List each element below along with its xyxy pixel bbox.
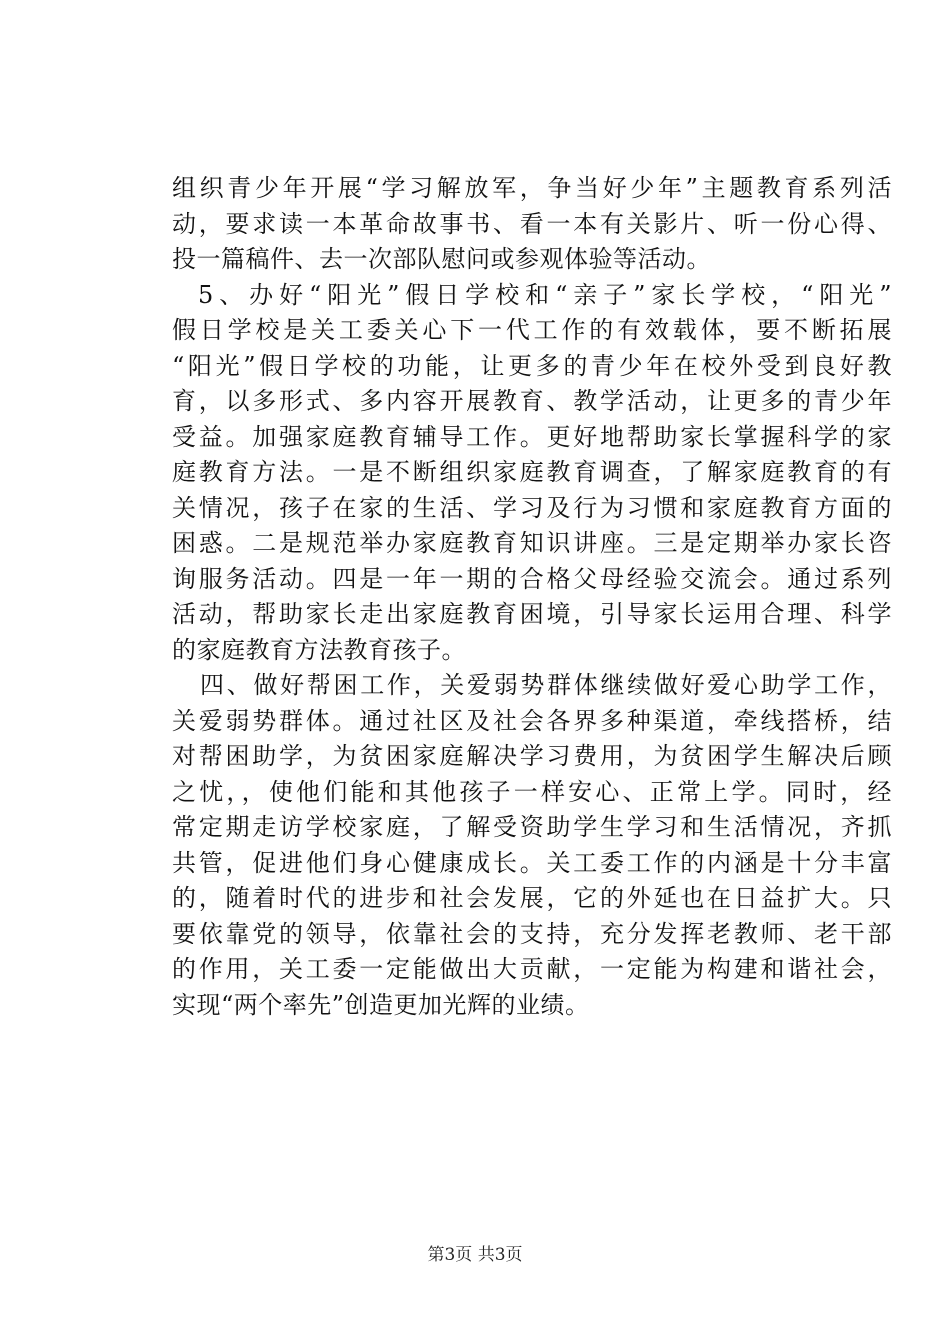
paragraph-item-5 xyxy=(172,278,892,669)
paragraph-section-4 xyxy=(172,668,892,1023)
text-line: 的家庭教育方法教育孩子。 xyxy=(172,635,466,664)
text-line: 关爱弱势群体。通过社区及社会各界多种渠道，牵线搭桥，结 xyxy=(172,706,892,735)
text-line: 实现“两个率先”创造更加光辉的业绩。 xyxy=(172,990,590,1019)
page-footer xyxy=(0,1243,950,1267)
text-line: 投一篇稿件、去一次部队慰问或参观体验等活动。 xyxy=(172,245,711,273)
text-line: 常定期走访学校家庭，了解受资助学生学习和生活情况，齐抓 xyxy=(172,813,892,841)
text-line: 询服务活动。四是一年一期的合格父母经验交流会。通过系列 xyxy=(172,564,892,593)
text-line: 要依靠党的领导，依靠社会的支持，充分发挥老教师、老干部 xyxy=(172,919,892,948)
page-number-label: 第3页 共3页 xyxy=(427,1245,523,1265)
text-line: 之忧，，使他们能和其他孩子一样安心、正常上学。同时，经 xyxy=(172,777,892,806)
text-line: 活动，帮助家长走出家庭教育困境，引导家长运用合理、科学 xyxy=(172,600,892,628)
text-line: 5、办好“阳光”假日学校和“亲子”家长学校，“阳光” xyxy=(198,280,892,309)
text-line: 关情况，孩子在家的生活、学习及行为习惯和家庭教育方面的 xyxy=(172,493,892,522)
text-line: 假日学校是关工委关心下一代工作的有效载体，要不断拓展 xyxy=(172,316,892,344)
paragraph-continuation xyxy=(172,171,892,278)
text-line: 四、做好帮困工作，关爱弱势群体继续做好爱心助学工作， xyxy=(200,671,892,699)
body-text xyxy=(172,171,892,1023)
text-line: 动，要求读一本革命故事书、看一本有关影片、听一份心得、 xyxy=(172,209,892,238)
text-line: 对帮困助学，为贫困家庭解决学习费用，为贫困学生解决后顾 xyxy=(172,742,892,770)
text-line: 的作用，关工委一定能做出大贡献，一定能为构建和谐社会， xyxy=(172,955,892,983)
text-line: 组织青少年开展“学习解放军，争当好少年”主题教育系列活 xyxy=(172,174,892,202)
text-line: 困惑。二是规范举办家庭教育知识讲座。三是定期举办家长咨 xyxy=(172,529,892,557)
text-line: 的，随着时代的进步和社会发展，它的外延也在日益扩大。只 xyxy=(172,884,892,912)
text-line: 受益。加强家庭教育辅导工作。更好地帮助家长掌握科学的家 xyxy=(172,422,892,451)
text-line: 庭教育方法。一是不断组织家庭教育调查，了解家庭教育的有 xyxy=(172,458,892,486)
text-line: 共管，促进他们身心健康成长。关工委工作的内涵是十分丰富 xyxy=(172,848,892,877)
text-line: “阳光”假日学校的功能，让更多的青少年在校外受到良好教 xyxy=(172,351,892,380)
text-line: 育，以多形式、多内容开展教育、教学活动，让更多的青少年 xyxy=(172,387,892,415)
